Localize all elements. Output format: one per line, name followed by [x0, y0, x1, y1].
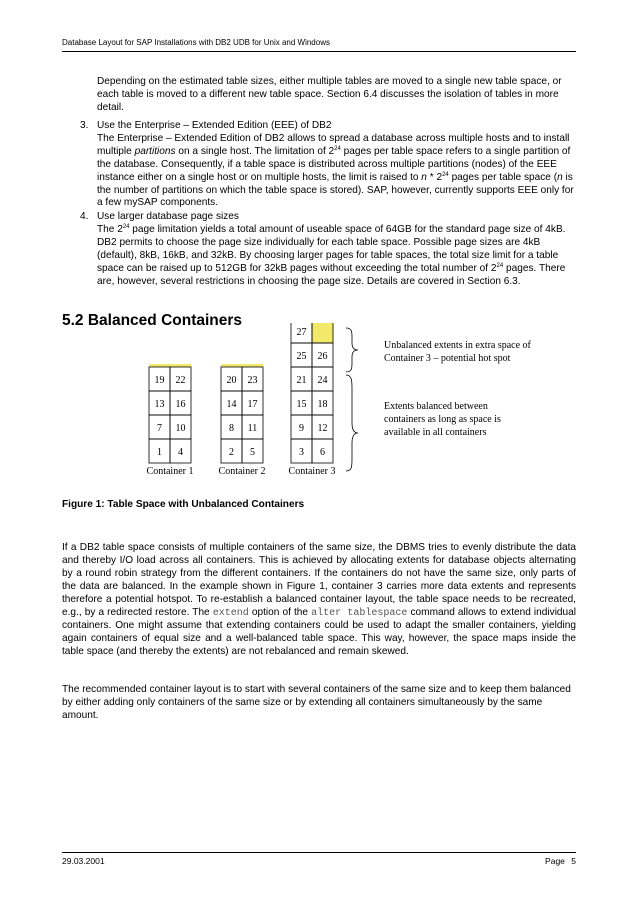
extent-number: 17 — [247, 399, 258, 410]
brace-top — [346, 328, 358, 372]
extent-number: 21 — [296, 375, 307, 386]
extent-number: 14 — [226, 399, 237, 410]
code-extend: extend — [212, 607, 249, 619]
extent-number: 10 — [175, 423, 186, 434]
body-paragraph-2: The recommended container layout is to start with several containers of the same size and to keep them balanced by either adding only containers of the same size or by extending all containers simultaneously by the same amount. — [62, 684, 571, 721]
extent-number: 1 — [157, 447, 162, 458]
footer-page-number: Page 5 — [545, 856, 576, 866]
extent-number: 24 — [317, 375, 328, 386]
annotation-top — [384, 340, 532, 364]
svg-text:Container 3 – potential hot sp: Container 3 – potential hot spot — [384, 353, 511, 364]
table-space-figure — [0, 323, 638, 503]
extent-number: 11 — [247, 423, 258, 434]
footer-rule — [62, 852, 576, 853]
section-heading: 5.2 Balanced Containers — [62, 312, 243, 329]
container-free-extent — [312, 323, 333, 343]
list-item-4-title: Use larger database page sizes — [97, 211, 239, 222]
container-label: Container 2 — [218, 466, 266, 477]
svg-text:Unbalanced extents in extra sp: Unbalanced extents in extra space of — [384, 340, 531, 351]
body-paragraph-1: If a DB2 table space consists of multiple containers of the same size, the DBMS tries to evenly distribute the data and thereby I/O load across all containers. This is achieved by allocating extents for database objects alternating by a round robin strategy from the different containers. If the containers do not have the same size, only parts of the data are balanced. In the example shown in Figure 1, container 3 carries more data extents and represents therefore a potential hotspot. To re-establish a balanced container layout, the table space needs to be recreated, e.g., by a redirected restore. The extend option of the alter tablespace command allows to extend individual containers. One might assume that extending containers could be used to adapt the smaller containers, yielding again containers of equal size and a well-balanced table space. This way, however, the space maps inside the table space (and thereby the extents) are not rebalanced and remain skewed. — [62, 542, 577, 658]
annotation-bottom — [384, 401, 501, 438]
extent-number: 7 — [157, 423, 162, 434]
container-label: Container 3 — [288, 466, 336, 477]
list-item-3-body: The Enterprise – Extended Edition of DB2 allows to spread a database across multiple hosts and to install multiple partitions on a single host. The limitation of $2^{24}$ pages per table space refers to a single partition of the database. Consequently, if a table space is distributed across multiple partitions (nodes) of the EEE instance either on a single host or on multiple hosts, the limit is raised to n * $2^{24}$ pages per table space (n is the number of partitions on which the table space is stored). SAP, however, currently supports EEE only for a few mySAP components. — [97, 132, 574, 209]
container-label: Container 1 — [146, 466, 194, 477]
footer-date: 29.03.2001 — [62, 856, 105, 866]
extent-number: 12 — [317, 423, 328, 434]
extent-number: 3 — [299, 447, 304, 458]
extent-number: 2 — [229, 447, 234, 458]
intro-paragraph: Depending on the estimated table sizes, either multiple tables are moved to a single new table space, or each table is moved to a different new table space. Section 6.4 discusses the isolation of tables in more detail. — [97, 76, 562, 113]
extent-number: 15 — [296, 399, 307, 410]
extent-number: 6 — [320, 447, 325, 458]
extent-number: 22 — [175, 375, 186, 386]
extent-number: 5 — [250, 447, 255, 458]
svg-text:containers as long as space is: containers as long as space is — [384, 414, 501, 425]
figure-caption: Figure 1: Table Space with Unbalanced Containers — [62, 499, 305, 510]
extent-number: 26 — [317, 351, 328, 362]
extent-number: 23 — [247, 375, 258, 386]
extent-number: 25 — [296, 351, 307, 362]
container-3 — [289, 323, 336, 477]
list-item-4 — [97, 211, 575, 288]
extent-number: 13 — [154, 399, 165, 410]
extent-number: 20 — [226, 375, 237, 386]
extent-number: 19 — [154, 375, 165, 386]
extent-number: 9 — [299, 423, 304, 434]
container-free-space — [149, 364, 191, 367]
container-1 — [147, 364, 194, 477]
extent-number: 27 — [296, 327, 307, 338]
list-item-4-body: The $2^{24}$ page limitation yields a total amount of useable space of 64GB for the standard page size of 4kB. DB2 permits to choose the page size individually for each table space. Possible page sizes are 4kB (default), 8kB, 16kB, and 32kB. By choosing larger pages for table spaces, the total size limit for a table space can be raised up to 512GB for 32kB pages without exceeding the total number of $2^{24}$ pages. There are, however, several restrictions in choosing the page size. Details are covered in Section 6.3. — [97, 223, 566, 287]
page-header: Database Layout for SAP Installations with DB2 UDB for Unix and Windows — [62, 38, 330, 47]
container-2 — [219, 364, 266, 477]
code-alter-tablespace: alter tablespace — [311, 607, 408, 619]
svg-text:available in all containers: available in all containers — [384, 427, 487, 438]
list-item-3-title: Use the Enterprise – Extended Edition (EEE) of DB2 — [97, 120, 332, 131]
list-item-3 — [97, 120, 575, 210]
svg-text:Extents balanced between: Extents balanced between — [384, 401, 488, 412]
list-number-4: 4. — [80, 211, 89, 222]
header-rule — [62, 51, 576, 52]
extent-number: 18 — [317, 399, 328, 410]
extent-number: 16 — [175, 399, 186, 410]
extent-number: 8 — [229, 423, 234, 434]
brace-bottom — [346, 375, 358, 471]
list-number-3: 3. — [80, 120, 89, 131]
extent-number: 4 — [178, 447, 183, 458]
container-free-space — [221, 364, 263, 367]
